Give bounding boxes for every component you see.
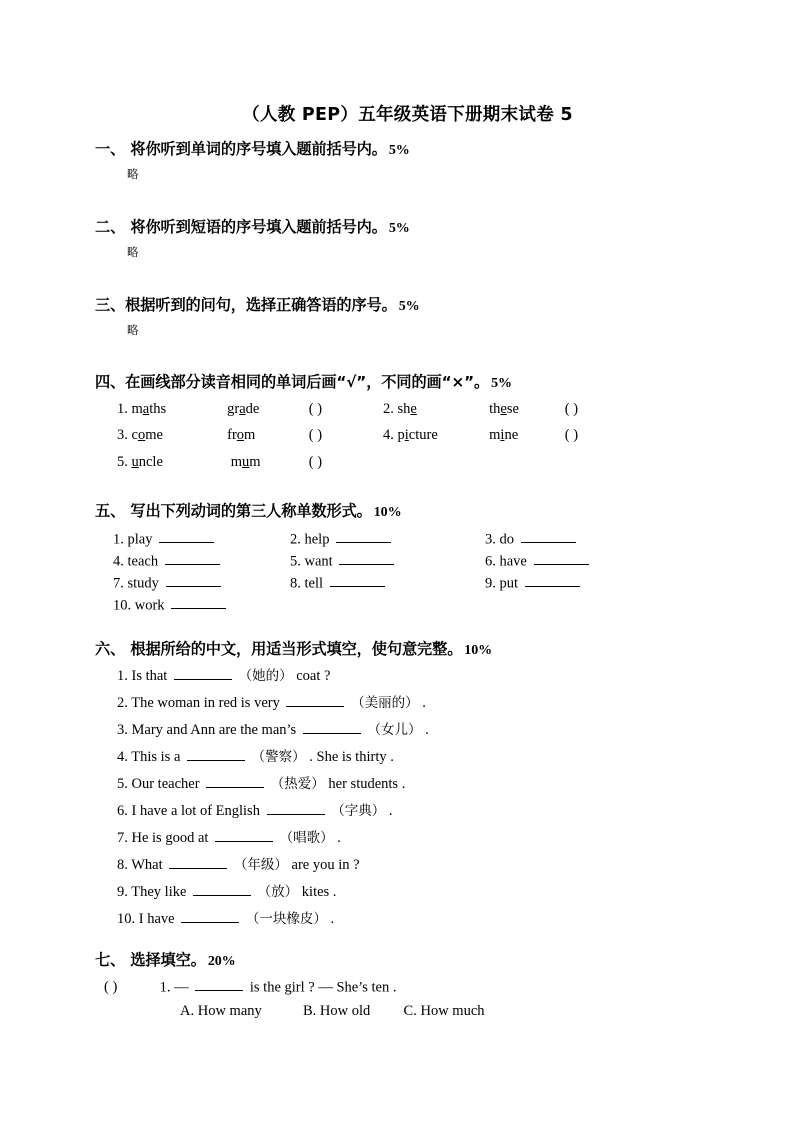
option-c[interactable]: C. How much xyxy=(403,1003,485,1019)
sentence-before: I have xyxy=(138,911,175,927)
word-underlined-part: u xyxy=(131,454,139,470)
word-prefix: gr xyxy=(227,401,240,417)
chinese-hint: （年级） xyxy=(233,857,288,873)
answer-parenthesis[interactable]: ( ) xyxy=(564,427,579,443)
section-heading-7-text: 七、 选择填空。 xyxy=(95,951,206,969)
sentence-before: He is good at xyxy=(131,830,209,846)
chinese-hint: （美丽的） xyxy=(351,695,419,711)
section-5-item-7 xyxy=(113,574,224,592)
section-6-item-7 xyxy=(117,826,341,847)
section-score-5: 10% xyxy=(373,505,402,520)
answer-blank[interactable] xyxy=(181,910,239,923)
section-4-item-3 xyxy=(117,427,322,444)
answer-parenthesis[interactable]: ( ) xyxy=(308,401,323,417)
section-6-item-6 xyxy=(117,799,392,820)
item-number: 5. xyxy=(290,553,301,570)
section-heading-5 xyxy=(95,500,401,521)
word-prefix: sh xyxy=(397,401,411,417)
word-suffix: me xyxy=(145,427,163,443)
section-6-item-5 xyxy=(117,772,405,793)
option-a[interactable]: A. How many xyxy=(180,1003,262,1019)
section-heading-3-text: 三、根据听到的问句，选择正确答语的序号。 xyxy=(95,296,397,314)
sentence-after: . xyxy=(337,830,341,846)
section-heading-2-text: 二、 将你听到短语的序号填入题前括号内。 xyxy=(95,218,387,236)
item-number: 7. xyxy=(117,830,128,846)
section-heading-6-text: 六、 根据所给的中文，用适当形式填空，使句意完整。 xyxy=(95,640,463,658)
sentence-after: . She is thirty . xyxy=(309,749,394,765)
verb-label: tell xyxy=(304,575,324,592)
section-7-question-1 xyxy=(104,978,396,996)
word-suffix: ne xyxy=(504,427,519,443)
word-prefix: c xyxy=(131,427,138,443)
answer-blank[interactable] xyxy=(534,552,589,565)
item-number: 7. xyxy=(113,575,124,592)
section-heading-6 xyxy=(95,638,492,659)
section-heading-2 xyxy=(95,216,410,237)
verb-label: have xyxy=(499,553,527,570)
item-number: 10. xyxy=(117,911,136,927)
word-underlined-part: i xyxy=(404,427,409,443)
section-heading-4 xyxy=(95,371,512,392)
answer-blank[interactable] xyxy=(166,574,221,587)
verb-label: teach xyxy=(127,553,159,570)
answer-blank[interactable] xyxy=(165,552,220,565)
answer-blank[interactable] xyxy=(303,721,361,734)
answer-blank[interactable] xyxy=(521,530,576,543)
answer-blank[interactable] xyxy=(174,667,232,680)
word-prefix: fr xyxy=(227,427,237,443)
verb-label: put xyxy=(499,575,519,592)
answer-blank[interactable] xyxy=(206,775,264,788)
word-suffix: cture xyxy=(408,427,438,443)
item-number: 6. xyxy=(485,553,496,570)
section-6-item-8 xyxy=(117,853,360,874)
sentence-after: . xyxy=(330,911,335,927)
word-pair-right xyxy=(489,401,561,418)
word-prefix: m xyxy=(131,401,143,417)
section-heading-1-text: 一、 将你听到单词的序号填入题前括号内。 xyxy=(95,140,387,158)
sentence-before: I have a lot of English xyxy=(131,803,260,819)
word-pair-right xyxy=(227,454,305,471)
section-score-4: 5% xyxy=(491,376,512,391)
answer-blank[interactable] xyxy=(193,883,251,896)
verb-label: help xyxy=(304,531,330,548)
question-stem-after: is the girl ? — She’s ten . xyxy=(249,979,397,996)
answer-blank[interactable] xyxy=(195,978,243,991)
item-number: 8. xyxy=(117,857,128,873)
section-score-7: 20% xyxy=(207,954,236,969)
word-pair-right xyxy=(227,401,305,418)
answer-parenthesis[interactable]: ( ) xyxy=(104,979,118,996)
section-heading-7 xyxy=(95,949,236,970)
section-5-item-5 xyxy=(290,552,397,570)
word-suffix: se xyxy=(506,401,519,417)
verb-label: study xyxy=(127,575,159,592)
item-number: 4. xyxy=(117,749,128,765)
word-pair-right xyxy=(227,427,305,444)
item-number: 1. xyxy=(113,531,124,548)
section-1-omitted: 略 xyxy=(127,167,139,181)
sentence-after: . xyxy=(425,722,429,738)
chinese-hint: （热爱） xyxy=(270,776,325,792)
item-number: 10. xyxy=(113,597,132,614)
answer-blank[interactable] xyxy=(525,574,580,587)
section-5-item-10 xyxy=(113,596,229,614)
word-suffix: m xyxy=(249,454,261,470)
sentence-before: Is that xyxy=(131,668,168,684)
sentence-before: Our teacher xyxy=(131,776,200,792)
verb-label: work xyxy=(134,597,165,614)
section-score-3: 5% xyxy=(398,299,420,314)
word-underlined-part: i xyxy=(500,427,505,443)
section-score-2: 5% xyxy=(388,221,410,236)
section-2-omitted: 略 xyxy=(127,245,139,259)
page-title-main: （人教 PEP）五年级英语下册期末试卷 xyxy=(242,105,554,125)
answer-blank[interactable] xyxy=(336,530,391,543)
sentence-before: This is a xyxy=(131,749,181,765)
sentence-after: are you in ? xyxy=(291,857,360,873)
item-number: 5. xyxy=(117,776,128,792)
item-number: 1. xyxy=(117,668,128,684)
item-number: 2. xyxy=(290,531,301,548)
section-6-item-9 xyxy=(117,880,336,901)
chinese-hint: （字典） xyxy=(331,803,386,819)
section-score-6: 10% xyxy=(464,643,492,658)
word-prefix: th xyxy=(489,401,501,417)
item-number: 6. xyxy=(117,803,128,819)
section-4-item-5 xyxy=(117,454,322,471)
answer-blank[interactable] xyxy=(187,748,245,761)
word-prefix: p xyxy=(397,427,405,443)
answer-parenthesis[interactable]: ( ) xyxy=(308,427,323,443)
answer-blank[interactable] xyxy=(286,694,344,707)
section-4-item-4 xyxy=(383,427,578,444)
item-number: 5. xyxy=(117,454,128,470)
answer-blank[interactable] xyxy=(215,829,273,842)
chinese-hint: （女儿） xyxy=(367,722,422,738)
word-suffix: m xyxy=(244,427,256,443)
item-number: 1. xyxy=(117,401,128,417)
word-underlined-part: e xyxy=(410,401,417,417)
chinese-hint: （唱歌） xyxy=(279,830,334,846)
chinese-hint: （放） xyxy=(257,884,299,900)
section-6-item-3 xyxy=(117,718,429,739)
item-number: 8. xyxy=(290,575,301,592)
chinese-hint: （一块橡皮） xyxy=(245,911,327,927)
section-heading-1 xyxy=(95,138,410,159)
answer-parenthesis[interactable]: ( ) xyxy=(564,401,579,417)
option-b[interactable]: B. How old xyxy=(303,1003,371,1019)
word-pair-left xyxy=(132,401,224,418)
section-6-item-1 xyxy=(117,664,330,685)
word-suffix: de xyxy=(245,401,260,417)
word-suffix: ths xyxy=(149,401,167,417)
word-prefix: m xyxy=(489,427,501,443)
item-number: 4. xyxy=(383,427,394,443)
item-number: 1. xyxy=(159,979,171,996)
sentence-before: They like xyxy=(131,884,187,900)
verb-label: want xyxy=(304,553,333,570)
item-number: 2. xyxy=(383,401,394,417)
sentence-after: coat ? xyxy=(296,668,331,684)
section-4-item-1 xyxy=(117,401,322,418)
sentence-before: The woman in red is very xyxy=(131,695,280,711)
section-5-item-4 xyxy=(113,552,223,570)
item-number: 2. xyxy=(117,695,128,711)
word-suffix: ncle xyxy=(138,454,163,470)
word-pair-left xyxy=(398,401,486,418)
answer-blank[interactable] xyxy=(171,596,226,609)
word-underlined-part: o xyxy=(236,427,245,443)
word-pair-left xyxy=(398,427,486,444)
section-5-item-2 xyxy=(290,530,394,548)
question-stem-before: — xyxy=(174,979,189,996)
item-number: 3. xyxy=(485,531,496,548)
section-heading-4-text: 四、在画线部分读音相同的单词后画“√”，不同的画“×”。 xyxy=(95,373,490,391)
sentence-before: Mary and Ann are the man’s xyxy=(131,722,297,738)
section-6-item-10 xyxy=(117,907,334,928)
word-underlined-part: o xyxy=(137,427,146,443)
word-underlined-part: u xyxy=(242,454,250,470)
word-underlined-part: a xyxy=(239,401,246,417)
section-score-1: 5% xyxy=(388,143,410,158)
chinese-hint: （警察） xyxy=(251,749,306,765)
item-number: 3. xyxy=(117,722,128,738)
answer-parenthesis[interactable]: ( ) xyxy=(308,454,323,470)
section-3-omitted: 略 xyxy=(127,323,139,337)
section-6-item-4 xyxy=(117,745,394,766)
section-5-item-8 xyxy=(290,574,388,592)
word-pair-left xyxy=(132,427,224,444)
section-5-item-9 xyxy=(485,574,583,592)
page-title-number: 5 xyxy=(560,105,573,125)
page-title xyxy=(0,101,793,126)
verb-label: do xyxy=(499,531,514,548)
word-pair-left xyxy=(132,454,224,471)
section-5-item-1 xyxy=(113,530,217,548)
section-7-question-1-options xyxy=(180,1003,485,1020)
section-heading-5-text: 五、 写出下列动词的第三人称单数形式。 xyxy=(95,502,372,520)
item-number: 3. xyxy=(117,427,128,443)
answer-blank[interactable] xyxy=(169,856,227,869)
word-prefix: m xyxy=(230,454,243,470)
sentence-after: her students . xyxy=(328,776,406,792)
answer-blank[interactable] xyxy=(267,802,325,815)
answer-blank[interactable] xyxy=(339,552,394,565)
chinese-hint: （她的） xyxy=(238,668,293,684)
sentence-after: kites . xyxy=(301,884,337,900)
section-6-item-2 xyxy=(117,691,426,712)
word-pair-right xyxy=(489,427,561,444)
section-5-item-6 xyxy=(485,552,592,570)
word-underlined-part: a xyxy=(142,401,150,417)
item-number: 9. xyxy=(485,575,496,592)
answer-blank[interactable] xyxy=(159,530,214,543)
section-heading-3 xyxy=(95,294,420,315)
item-number: 9. xyxy=(117,884,128,900)
sentence-before: What xyxy=(131,857,163,873)
verb-label: play xyxy=(127,531,153,548)
sentence-after: . xyxy=(422,695,426,711)
section-4-item-2 xyxy=(383,401,578,418)
item-number: 4. xyxy=(113,553,124,570)
answer-blank[interactable] xyxy=(330,574,385,587)
sentence-after: . xyxy=(388,803,393,819)
word-underlined-part: e xyxy=(500,401,507,417)
section-5-item-3 xyxy=(485,530,579,548)
